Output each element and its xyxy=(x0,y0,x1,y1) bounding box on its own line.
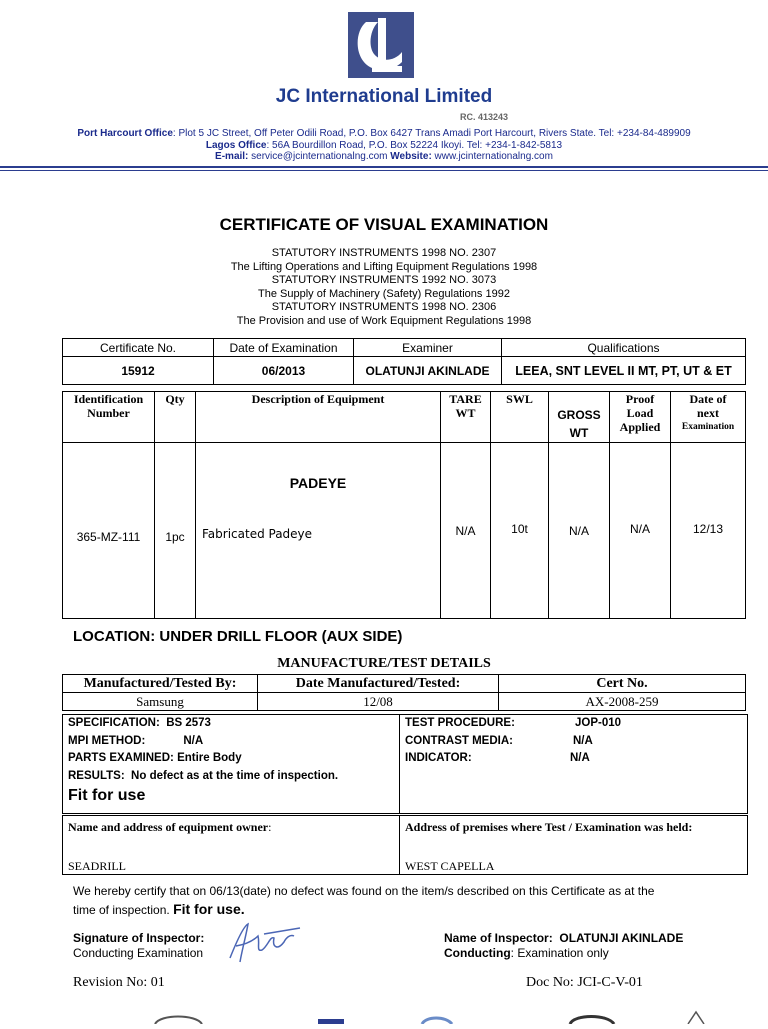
indicator-value: N/A xyxy=(570,752,590,764)
header-manufactured-by: Manufactured/Tested By: xyxy=(63,675,258,693)
header-gross xyxy=(549,392,610,443)
header-proof-line2: Load xyxy=(626,406,654,420)
header-identification xyxy=(63,392,155,443)
owner-label-line xyxy=(68,820,271,835)
statutory-line: The Supply of Machinery (Safety) Regulations 1992 xyxy=(258,287,510,300)
conducting-value: : Examination only xyxy=(510,946,609,960)
premises-label: Address of premises where Test / Examination was held: xyxy=(405,820,693,834)
mf-cert-no-value: AX-2008-259 xyxy=(499,693,746,711)
conducting-label: Conducting xyxy=(444,946,511,960)
header-swl: SWL xyxy=(491,392,549,443)
header-date-line2: next xyxy=(697,406,719,420)
revision-number: Revision No: 01 xyxy=(73,975,165,990)
owner-box xyxy=(62,815,748,875)
certify-line2 xyxy=(73,900,733,919)
mpi-label: MPI METHOD: xyxy=(68,734,146,747)
indicator-line xyxy=(405,750,621,768)
premises-value: WEST CAPELLA xyxy=(405,859,495,873)
header-proof-line1: Proof xyxy=(625,392,655,406)
row-desc-text: Fabricated Padeye xyxy=(202,527,313,541)
email-label: E-mail: xyxy=(215,151,249,162)
row-next-date: 12/13 xyxy=(671,443,746,619)
mpi-value: N/A xyxy=(183,734,204,747)
header-date-manufactured: Date Manufactured/Tested: xyxy=(258,675,499,693)
row-proof: N/A xyxy=(610,443,671,619)
spec-right xyxy=(405,715,621,768)
website-link[interactable]: www.jcinternationalng.com xyxy=(431,151,553,162)
header-tare-line2: WT xyxy=(455,406,476,420)
website-label: Website: xyxy=(390,151,432,162)
inspector-value: OLATUNJI AKINLADE xyxy=(559,931,684,945)
header-exam-date: Date of Examination xyxy=(214,339,354,357)
header-tare xyxy=(441,392,491,443)
qualifications-value: LEEA, SNT LEVEL II MT, PT, UT & ET xyxy=(502,357,746,385)
manufacture-table xyxy=(62,674,746,711)
results-line xyxy=(68,768,338,786)
contact-line xyxy=(0,151,768,162)
ph-label: Port Harcourt Office xyxy=(77,128,173,139)
row-qty: 1pc xyxy=(155,443,196,619)
header-qualifications: Qualifications xyxy=(502,339,746,357)
row-swl: 10t xyxy=(491,443,549,619)
contrast-label: CONTRAST MEDIA: xyxy=(405,734,513,747)
signature-block xyxy=(73,931,204,961)
signature-sub: Conducting Examination xyxy=(73,946,204,960)
lagos-address xyxy=(0,140,768,151)
mpi-line xyxy=(68,733,338,751)
spec-left xyxy=(68,715,338,807)
spec-label: SPECIFICATION: xyxy=(68,717,160,729)
results-value: No defect as at the time of inspection. xyxy=(131,769,339,782)
conducting-line xyxy=(444,946,683,961)
certificate-info-table xyxy=(62,338,746,385)
inspector-label: Name of Inspector: xyxy=(444,931,553,945)
certify-fit: Fit for use. xyxy=(173,901,245,917)
header-id-line1: Identification xyxy=(73,392,144,406)
header-cert-no: Certificate No. xyxy=(63,339,214,357)
header-proof-line3: Applied xyxy=(619,420,661,434)
row-desc-title: PADEYE xyxy=(289,475,347,491)
exam-date-value: 06/2013 xyxy=(214,357,354,385)
lagos-address-text: : 56A Bourdillon Road, P.O. Box 52224 Ikoyi. Tel: +234-1-842-5813 xyxy=(266,140,563,151)
header-gross-line1: GROSS xyxy=(557,408,601,422)
inspector-line xyxy=(444,931,683,946)
header-rule-thin xyxy=(0,170,768,171)
header-rule xyxy=(0,166,768,168)
lagos-label: Lagos Office xyxy=(205,140,267,151)
parts-value: Entire Body xyxy=(177,752,242,764)
certify-line1: We hereby certify that on 06/13(date) no defect was found on the item/s described on this Certificate as at the xyxy=(73,884,655,898)
statutory-list xyxy=(0,247,768,328)
spec-value: BS 2573 xyxy=(166,717,211,729)
header-date-line3: Examination xyxy=(681,422,735,432)
inspector-name-block xyxy=(444,931,683,961)
ph-address: : Plot 5 JC Street, Off Peter Odili Road, P.O. Box 6427 Trans Amadi Port Harcourt, Rivers State. Tel: +234-84-489909 xyxy=(172,128,691,139)
results-label: RESULTS: xyxy=(68,769,125,782)
document-number: Doc No: JCI-C-V-01 xyxy=(526,975,643,990)
manufacture-title: MANUFACTURE/TEST DETAILS xyxy=(277,656,491,671)
header-next-date xyxy=(671,392,746,443)
statutory-line: The Lifting Operations and Lifting Equipment Regulations 1998 xyxy=(230,260,538,273)
header-qty: Qty xyxy=(155,392,196,443)
header-examiner: Examiner xyxy=(354,339,502,357)
statutory-line: STATUTORY INSTRUMENTS 1998 NO. 2307 xyxy=(271,247,497,259)
examiner-value: OLATUNJI AKINLADE xyxy=(354,357,502,385)
spec-line xyxy=(68,715,338,733)
header-description: Description of Equipment xyxy=(196,392,441,443)
specification-box xyxy=(62,714,748,814)
port-harcourt-address xyxy=(0,128,768,139)
parts-label: PARTS EXAMINED: xyxy=(68,752,174,764)
row-id: 365-MZ-111 xyxy=(63,443,155,619)
company-name: JC International Limited xyxy=(275,86,493,107)
owner-divider xyxy=(399,816,400,874)
date-manufactured-value: 12/08 xyxy=(258,693,499,711)
email-link[interactable]: service@jcinternationalng.com xyxy=(248,151,391,162)
row-tare: N/A xyxy=(441,443,491,619)
contrast-value: N/A xyxy=(573,734,593,747)
spec-divider xyxy=(399,715,400,813)
fit-for-use: Fit for use xyxy=(68,787,146,804)
row-description xyxy=(196,443,441,619)
header-date-line1: Date of xyxy=(689,392,727,406)
row-gross: N/A xyxy=(549,443,610,619)
header-tare-line1: TARE xyxy=(449,392,482,406)
location: LOCATION: UNDER DRILL FLOOR (AUX SIDE) xyxy=(73,628,403,645)
contrast-line xyxy=(405,733,621,751)
manufacturer-value: Samsung xyxy=(63,693,258,711)
cert-no-value: 15912 xyxy=(63,357,214,385)
certificate-title: CERTIFICATE OF VISUAL EXAMINATION xyxy=(219,215,549,234)
indicator-label: INDICATOR: xyxy=(405,752,472,764)
test-proc-label: TEST PROCEDURE: xyxy=(405,717,515,729)
certification-statement xyxy=(73,882,733,919)
header-mf-cert-no: Cert No. xyxy=(499,675,746,693)
header-gross-line2: WT xyxy=(569,426,589,440)
test-proc-value: JOP-010 xyxy=(575,717,622,729)
accreditation-logos xyxy=(60,1010,768,1024)
statutory-line: STATUTORY INSTRUMENTS 1992 NO. 3073 xyxy=(271,274,497,286)
statutory-line: STATUTORY INSTRUMENTS 1998 NO. 2306 xyxy=(271,301,497,313)
header-proof-load xyxy=(610,392,671,443)
equipment-table xyxy=(62,391,746,619)
signature-label: Signature of Inspector: xyxy=(73,931,205,945)
owner-label-colon: : xyxy=(268,820,272,834)
test-proc-line xyxy=(405,715,621,733)
inspector-signature xyxy=(224,918,304,968)
owner-value: SEADRILL xyxy=(68,859,126,873)
parts-line xyxy=(68,750,338,768)
rc-number: RC. 413243 xyxy=(460,112,509,122)
certify-line2-text: time of inspection. xyxy=(73,903,170,917)
company-logo xyxy=(348,12,414,78)
header-id-line2: Number xyxy=(87,406,130,420)
statutory-line: The Provision and use of Work Equipment Regulations 1998 xyxy=(236,314,532,327)
owner-label: Name and address of equipment owner xyxy=(68,820,269,834)
